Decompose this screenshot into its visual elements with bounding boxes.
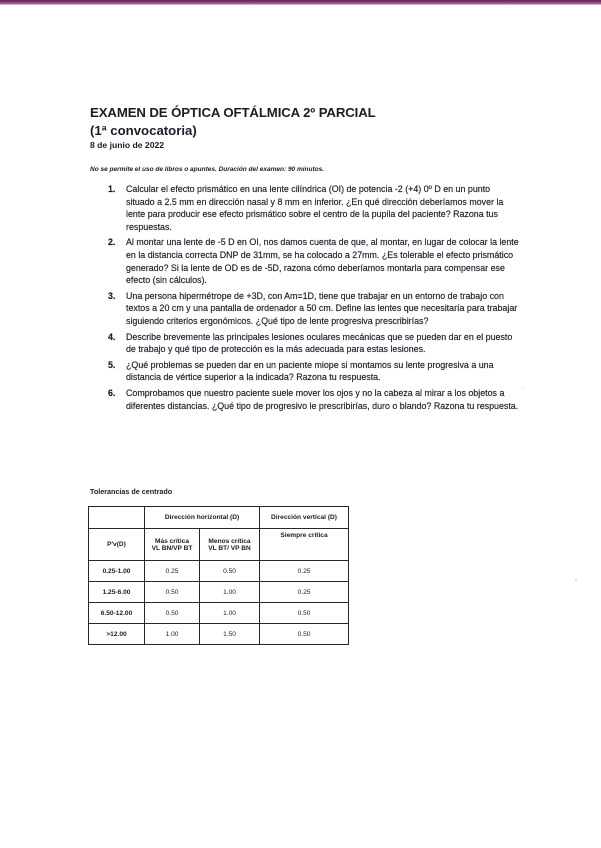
exam-header [90,104,550,151]
question-text: Describe brevemente las principales lesiones oculares mecánicas que se pueden dar en el puesto de trabajo y qué tipo de protección es la más adecuada para estas lesiones. [126,331,513,355]
question-number: 6. [108,387,116,398]
table-corner-cell [89,507,145,529]
tolerances-table [88,506,349,645]
exam-notice: No se permite el uso de libros o apuntes. Duración del examen: 90 minutos. [90,166,325,173]
exam-subtitle: (1ª convocatoria) [90,123,197,138]
question-item [108,236,520,286]
question-number: 5. [108,359,116,370]
question-text: Comprobamos que nuestro paciente suele mover los ojos y no la cabeza al mirar a los objetos a diferentes distancias. ¿Qué tipo de progresivo le prescribirías, duro o blando? Razona tu respuesta. [126,387,519,411]
row-critical: 0.50 [145,582,200,603]
row-vertical: 0.50 [260,624,349,645]
question-text: Al montar una lente de -5 D en OI, nos damos cuenta de que, al montar, en lugar de colocar la lente en la distancia correcta DNP de 31mm, se ha colocado a 27mm. ¿Es tolerable el efecto prismático generado? Si la lente de OD es de -5D, razona cómo deberíamos montarla para compensar ese efecto (sin cálculos). [126,237,519,286]
header-less-critical-line1: Menos crítica [208,537,251,545]
header-vertical: Dirección vertical (D) [260,507,349,529]
row-range: 6.50-12.00 [89,603,145,624]
table-row [89,624,349,645]
header-critical-line2: VL BN/VP BT [151,544,193,552]
table-subheader-row [89,529,349,561]
question-item [108,387,520,412]
header-less-critical-line2: VL BT/ VP BN [208,544,251,552]
row-less-critical: 0.50 [200,561,260,582]
row-less-critical: 1.00 [200,603,260,624]
tolerances-label: Tolerancias de centrado [90,487,173,496]
row-critical: 1.00 [145,624,200,645]
question-number: 1. [108,184,116,194]
row-vertical: 0.25 [260,582,349,603]
top-edge-bar [0,0,601,5]
row-range: >12.00 [89,624,145,645]
header-always-critical: Siempre crítica [260,529,349,561]
row-less-critical: 1.50 [200,624,260,645]
row-vertical: 0.50 [260,603,349,624]
header-power: P'v(D) [89,529,145,561]
table-row [89,603,349,624]
table-row [89,582,349,603]
question-item [108,290,520,328]
question-text: ¿Qué problemas se pueden dar en un paciente miope si montamos su lente progresiva a una distancia de vértice superior a la indicada? Razona tu respuesta. [126,359,494,383]
row-range: 1.25-6.00 [89,582,145,603]
row-less-critical: 1.00 [200,582,260,603]
row-vertical: 0.25 [260,561,349,582]
table-row [89,561,349,582]
exam-title: EXAMEN DE ÓPTICA OFTÁLMICA 2º PARCIAL [90,105,376,120]
header-critical [145,529,200,561]
question-number: 3. [108,290,116,301]
table-header-row [89,507,349,529]
row-critical: 0.50 [145,603,200,624]
exam-date: 8 de junio de 2022 [90,140,165,150]
header-critical-line1: Más crítica [154,537,190,545]
question-item [108,359,520,384]
question-item [108,183,520,233]
question-number: 2. [108,237,116,248]
header-less-critical [200,529,260,561]
question-number: 4. [108,331,116,342]
question-item [108,331,520,356]
question-list [108,183,520,415]
scan-speck: · [522,385,524,391]
row-critical: 0.25 [145,561,200,582]
header-horizontal: Dirección horizontal (D) [145,507,260,529]
question-text: Una persona hipermétrope de +3D, con Am=1D, tiene que trabajar en un entorno de trabajo con textos a 20 cm y una pantalla de ordenador a 50 cm. Define las lentes que necesitaría para trabajar siguiendo criterios ergonómicos. ¿Qué tipo de lente progresiva prescribirías? [126,290,518,326]
question-text: Calcular el efecto prismático en una lente cilíndrica (OI) de potencia -2 (+4) 0º D en un punto situado a 2.5 mm en dirección nasal y 8 mm en inferior. ¿En qué dirección deberíamos mover la lente para producir ese efecto prismático sobre el centro de la pupila del paciente? Razona tus respuestas. [126,184,504,232]
scan-speck: ◦ [575,578,578,584]
row-range: 0.25-1.00 [89,561,145,582]
